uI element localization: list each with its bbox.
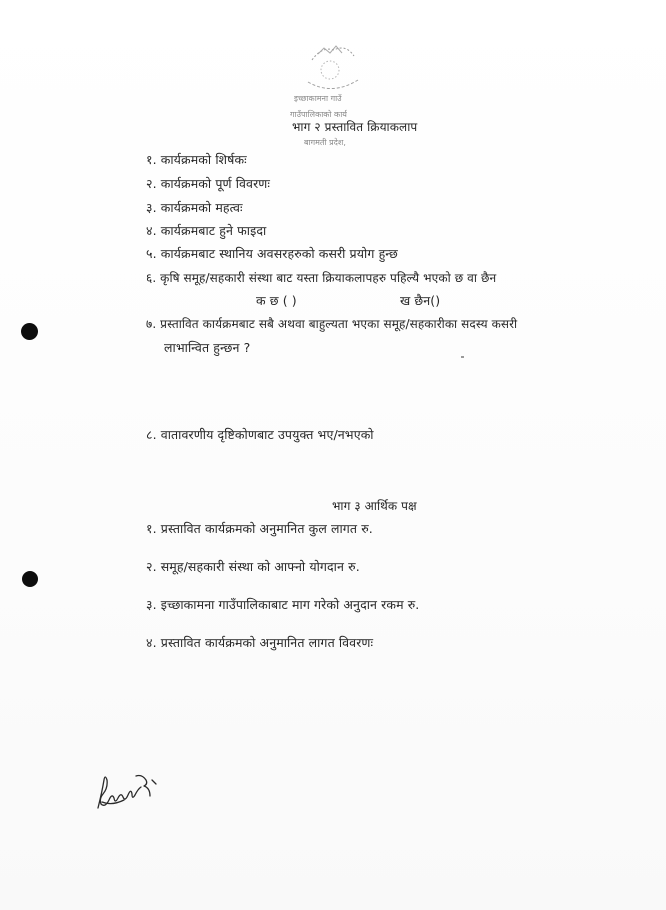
- part3-item-1: १. प्रस्तावित कार्यक्रमको अनुमानित कुल लागत रु.: [146, 521, 373, 536]
- part2-item-3: ३. कार्यक्रमको महत्वः: [146, 200, 243, 215]
- choice-yes: क छ ( ): [256, 293, 297, 308]
- stray-mark: [461, 356, 464, 358]
- choice-no: ख छैन(): [400, 293, 441, 308]
- part2-item-6: ६. कृषि समूह/सहकारी संस्था बाट यस्ता क्रियाकलापहरु पहिल्यै भएको छ वा छैन: [146, 271, 497, 285]
- stamp-text-line-1: इच्छाकामना गाउँ: [294, 94, 342, 103]
- part2-heading: भाग २ प्रस्तावित क्रियाकलाप: [292, 120, 418, 134]
- signature: [92, 768, 164, 816]
- part2-item-5: ५. कार्यक्रमबाट स्थानिय अवसरहरुको कसरी प्रयोग हुन्छ: [146, 246, 398, 261]
- part2-item-7-line-2: लाभान्वित हुन्छन ?: [164, 340, 251, 355]
- part2-item-2: २. कार्यक्रमको पूर्ण विवरणः: [146, 176, 270, 191]
- part3-heading: भाग ३ आर्थिक पक्ष: [332, 499, 417, 513]
- part2-item-8: ८. वातावरणीय दृष्टिकोणबाट उपयुक्त भए/नभएको: [146, 427, 374, 442]
- part2-item-1: १. कार्यक्रमको शिर्षकः: [146, 152, 247, 167]
- part3-item-2: २. समूह/सहकारी संस्था को आफ्नो योगदान रु.: [146, 559, 360, 574]
- stamp-text-line-2: गाउँपालिकाको कार्य: [290, 110, 347, 119]
- part2-item-4: ४. कार्यक्रमबाट हुने फाइदा: [146, 223, 267, 238]
- part3-item-3: ३. इच्छाकामना गाउँपालिकाबाट माग गरेको अनुदान रकम रु.: [146, 597, 420, 612]
- stamp-text-line-3: बागमती प्रदेश,: [304, 138, 346, 147]
- punch-hole-top: [21, 323, 38, 340]
- part3-item-4: ४. प्रस्तावित कार्यक्रमको अनुमानित लागत विवरणः: [146, 635, 374, 650]
- part2-item-7-line-1: ७. प्रस्तावित कार्यक्रमबाट सबै अथवा बाहुल्यता भएका समूह/सहकारीका सदस्य कसरी: [146, 317, 518, 331]
- punch-hole-bottom: [22, 571, 38, 587]
